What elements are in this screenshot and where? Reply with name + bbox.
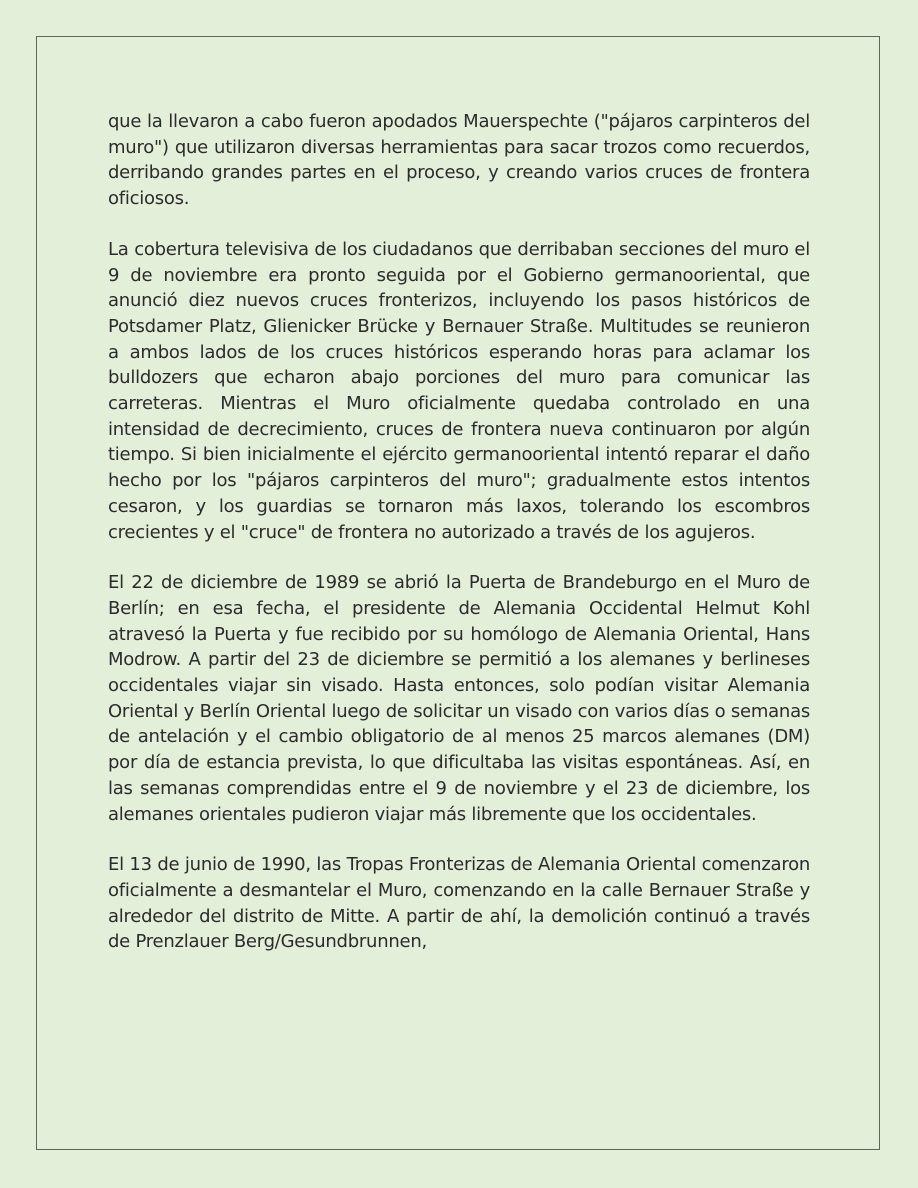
paragraph-4: El 13 de junio de 1990, las Tropas Fronterizas de Alemania Oriental comenzaron oficialmente a desmantelar el Muro, comenzando en la calle Bernauer Straße y alrededor del distrito de Mitte. A partir de ahí, la demolición continuó a través de Prenzlauer Berg/Gesundbrunnen, xyxy=(108,854,810,953)
paragraph-2: La cobertura televisiva de los ciudadanos que derribaban secciones del muro el 9 de noviembre era pronto seguida por el Gobierno germanooriental, que anunció diez nuevos cruces fronterizos, incluyendo los pasos históricos de Potsdamer Platz, Glienicker Brücke y Bernauer Straße. Multitudes se reunieron a ambos lados de los cruces históricos esperando horas para aclamar los bulldozers que echaron abajo porciones del muro para comunicar las carreteras. Mientras el Muro oficialmente quedaba controlado en una intensidad de decrecimiento, cruces de frontera nueva continuaron por algún tiempo. Si bien inicialmente el ejército germanooriental intentó reparar el daño hecho por los "pájaros carpinteros del muro"; gradualmente estos intentos cesaron, y los guardias se tornaron más laxos, tolerando los escombros crecientes y el "cruce" de frontera no autorizado a través de los agujeros. xyxy=(108,238,810,543)
document-body xyxy=(108,109,810,980)
paragraph-1: que la llevaron a cabo fueron apodados Mauerspechte ("pájaros carpinteros del muro") que utilizaron diversas herramientas para sacar trozos como recuerdos, derribando grandes partes en el proceso, y creando varios cruces de frontera oficiosos. xyxy=(108,111,810,210)
paragraph-3: El 22 de diciembre de 1989 se abrió la Puerta de Brandeburgo en el Muro de Berlín; en esa fecha, el presidente de Alemania Occidental Helmut Kohl atravesó la Puerta y fue recibido por su homólogo de Alemania Oriental, Hans Modrow. A partir del 23 de diciembre se permitió a los alemanes y berlineses occidentales viajar sin visado. Hasta entonces, solo podían visitar Alemania Oriental y Berlín Oriental luego de solicitar un visado con varios días o semanas de antelación y el cambio obligatorio de al menos 25 marcos alemanes (DM) por día de estancia prevista, lo que dificultaba las visitas espontáneas. Así, en las semanas comprendidas entre el 9 de noviembre y el 23 de diciembre, los alemanes orientales pudieron viajar más libremente que los occidentales. xyxy=(108,572,810,825)
